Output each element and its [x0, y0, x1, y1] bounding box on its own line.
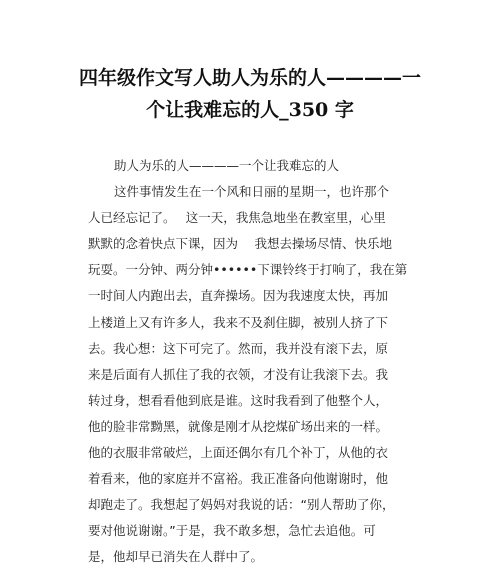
body-line: 他的脸非常黝黑，就像是刚才从挖煤矿场出来的一样。 — [88, 418, 389, 434]
body-line: 他的衣服非常破烂，上面还偶尔有几个补丁，从他的衣 — [88, 445, 389, 461]
title-line-1: 四年级作文写人助人为乐的人————一 — [78, 67, 421, 89]
document-body — [88, 153, 428, 571]
body-line: 却跑走了。我想起了妈妈对我说的话：“别人帮助了你， — [88, 497, 395, 513]
body-line: 来是后面有人抓住了我的衣领，才没有让我滚下去。我 — [88, 366, 389, 382]
body-line: 是，他却早已消失在人群中了。 — [88, 549, 264, 565]
body-line: 人已经忘记了。 这一天，我焦急地坐在教室里，心里 — [88, 210, 386, 226]
body-line: 默默的念着快点下课，因为 我想去操场尽情、快乐地 — [88, 236, 392, 252]
body-line: 转过身，想看看他到底是谁。这时我看到了他整个人， — [88, 392, 389, 408]
body-line: 助人为乐的人————一个让我难忘的人 — [114, 158, 340, 173]
body-line: 着看来，他的家庭并不富裕。我正准备向他谢谢时，他 — [88, 471, 389, 487]
document-title — [40, 62, 460, 126]
body-line: 玩耍。一分钟、两分钟••••••下课铃终于打响了，我在第 — [88, 262, 408, 278]
body-line: 要对他说谢谢。”于是，我不敢多想，急忙去追他。可 — [88, 523, 376, 539]
title-line-2: 个让我难忘的人_350 字 — [146, 99, 354, 121]
body-line: 一时间人内跑出去，直奔操场。因为我速度太快，再加 — [88, 288, 389, 304]
body-line: 这件事情发生在一个风和日丽的星期一，也许那个 — [114, 184, 390, 200]
body-line: 上楼道上又有许多人，我来不及刹住脚，被别人挤了下 — [88, 314, 389, 330]
body-line: 去。我心想：这下可完了。然而，我并没有滚下去，原 — [88, 340, 389, 356]
